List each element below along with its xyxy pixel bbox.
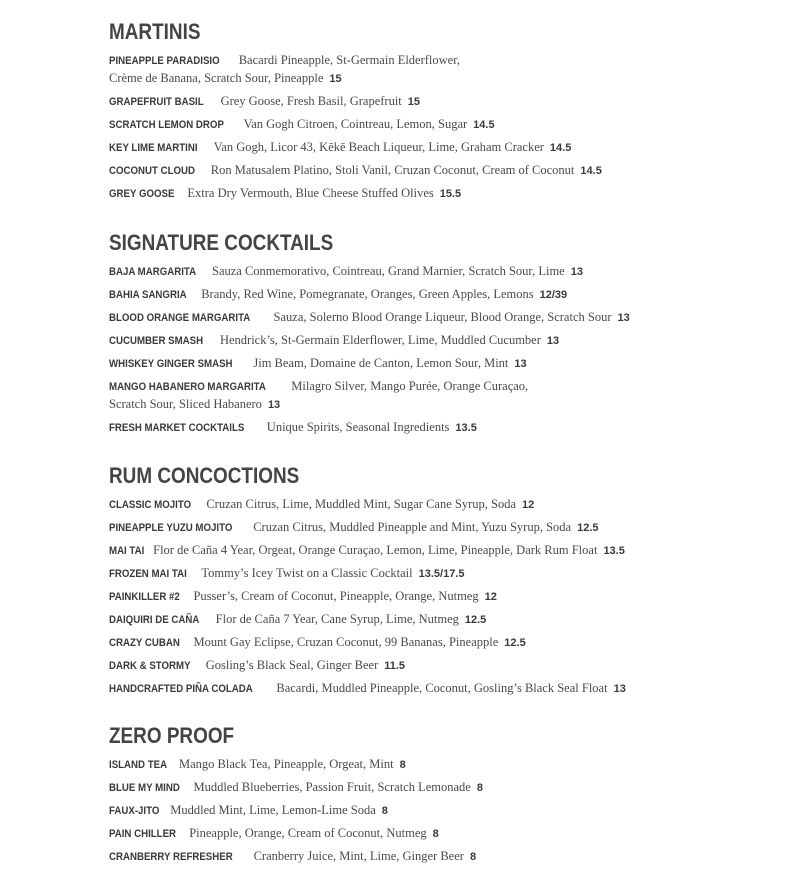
item-price: 15	[329, 73, 342, 85]
item-description-continued: Scratch Sour, Sliced Habanero	[109, 397, 262, 411]
item-name: DAIQUIRI DE CAÑA	[109, 614, 200, 626]
menu-item	[109, 848, 789, 866]
item-name: BAJA MARGARITA	[109, 266, 197, 278]
menu-item	[109, 52, 789, 88]
menu-item	[109, 93, 789, 111]
item-description-continued: Crème de Banana, Scratch Sour, Pineapple	[109, 71, 324, 85]
item-description: Mount Gay Eclipse, Cruzan Coconut, 99 Bananas, Pineapple	[193, 635, 499, 649]
item-description: Unique Spirits, Seasonal Ingredients	[266, 420, 450, 434]
section-items	[109, 756, 789, 866]
item-description: Van Gogh Citroen, Cointreau, Lemon, Sugar	[243, 117, 468, 131]
menu-item	[109, 496, 789, 514]
item-description: Flor de Caña 7 Year, Cane Syrup, Lime, Nutmeg	[215, 612, 459, 626]
item-name: GREY GOOSE	[109, 188, 175, 200]
item-price: 14.5	[580, 165, 602, 177]
item-name: ISLAND TEA	[109, 759, 168, 771]
item-description: Pineapple, Orange, Cream of Coconut, Nutmeg	[189, 826, 427, 840]
item-price: 13	[514, 358, 527, 370]
section-signature-cocktails	[109, 229, 789, 442]
item-description: Ron Matusalem Platino, Stoli Vanil, Cruzan Coconut, Cream of Coconut	[210, 163, 575, 177]
item-name: BLUE MY MIND	[109, 782, 180, 794]
item-name: KEY LIME MARTINI	[109, 142, 198, 154]
item-price: 13	[546, 335, 560, 347]
item-description: Jim Beam, Domaine de Canton, Lemon Sour, Mint	[253, 356, 509, 370]
item-price: 8	[469, 851, 477, 863]
menu-item	[109, 185, 789, 203]
item-description: Hendrick’s, St-Germain Elderflower, Lime, Muddled Cucumber	[219, 333, 541, 347]
item-description: Cruzan Citrus, Lime, Muddled Mint, Sugar Cane Syrup, Soda	[206, 497, 517, 511]
item-name: FAUX-JITO	[109, 805, 160, 817]
section-title: RUM CONCOCTIONS	[109, 463, 300, 488]
item-name: WHISKEY GINGER SMASH	[109, 358, 233, 370]
item-name: FROZEN MAI TAI	[109, 568, 187, 580]
item-name: PAIN CHILLER	[109, 828, 177, 840]
section-martinis	[109, 18, 789, 208]
item-price: 13	[267, 399, 281, 411]
item-description: Gosling’s Black Seal, Ginger Beer	[205, 658, 379, 672]
item-description: Bacardi Pineapple, St-Germain Elderflower,	[238, 53, 461, 67]
item-name: BLOOD ORANGE MARGARITA	[109, 312, 251, 324]
item-price: 14.5	[549, 142, 572, 154]
item-name: DARK & STORMY	[109, 660, 191, 672]
item-name: PINEAPPLE YUZU MOJITO	[109, 522, 233, 534]
menu-item	[109, 116, 789, 134]
menu-item	[109, 378, 789, 414]
menu-item	[109, 519, 789, 537]
item-description: Sauza, Solerno Blood Orange Liqueur, Blood Orange, Scratch Sour	[273, 310, 612, 324]
section-items	[109, 52, 789, 203]
item-description: Muddled Mint, Lime, Lemon-Lime Soda	[170, 803, 376, 817]
item-price: 12.5	[464, 614, 487, 626]
menu-item	[109, 309, 789, 327]
section-title: SIGNATURE COCKTAILS	[109, 230, 334, 255]
menu-item	[109, 634, 789, 652]
item-price: 12.5	[504, 637, 526, 649]
item-name: MANGO HABANERO MARGARITA	[109, 381, 266, 393]
section-items	[109, 263, 789, 437]
item-price: 13	[617, 312, 630, 324]
menu-item	[109, 565, 789, 583]
item-name: COCONUT CLOUD	[109, 165, 196, 177]
item-price: 13.5	[455, 422, 477, 434]
item-name: CRAZY CUBAN	[109, 637, 180, 649]
item-name: BAHIA SANGRIA	[109, 289, 187, 301]
item-price: 8	[399, 759, 406, 771]
menu-item	[109, 162, 789, 180]
item-description: Cranberry Juice, Mint, Lime, Ginger Beer	[253, 849, 464, 863]
item-description: Grey Goose, Fresh Basil, Grapefruit	[220, 94, 402, 108]
item-description: Cruzan Citrus, Muddled Pineapple and Mint, Yuzu Syrup, Soda	[253, 520, 572, 534]
item-price: 14.5	[473, 119, 495, 131]
item-price: 12	[484, 591, 497, 603]
section-title: ZERO PROOF	[109, 723, 235, 748]
item-description: Milagro Silver, Mango Purée, Orange Curaçao,	[291, 379, 529, 393]
item-price: 12	[522, 499, 535, 511]
item-description: Pusser’s, Cream of Coconut, Pineapple, Orange, Nutmeg	[193, 589, 479, 603]
menu-item	[109, 588, 789, 606]
item-price: 13.5/17.5	[418, 568, 465, 580]
item-name: PINEAPPLE PARADISIO	[109, 55, 220, 67]
item-price: 8	[432, 828, 439, 840]
item-description: Mango Black Tea, Pineapple, Orgeat, Mint	[179, 757, 394, 771]
item-price: 11.5	[384, 660, 406, 672]
section-title: MARTINIS	[109, 19, 201, 44]
menu-item	[109, 286, 789, 304]
menu-item	[109, 263, 789, 281]
item-name: PAINKILLER #2	[109, 591, 180, 603]
item-price: 15	[407, 96, 421, 108]
menu-item	[109, 355, 789, 373]
item-price: 12/39	[539, 289, 568, 301]
item-price: 15.5	[439, 188, 462, 200]
item-name: HANDCRAFTED PIÑA COLADA	[109, 683, 253, 695]
menu-item	[109, 825, 789, 843]
menu-item	[109, 332, 789, 350]
item-price: 13.5	[603, 545, 625, 557]
menu-item	[109, 139, 789, 157]
menu-item	[109, 542, 789, 560]
item-name: CLASSIC MOJITO	[109, 499, 192, 511]
item-price: 8	[476, 782, 483, 794]
menu-item	[109, 657, 789, 675]
menu-item	[109, 611, 789, 629]
item-description: Van Gogh, Licor 43, Kēkē Beach Liqueur, Lime, Graham Cracker	[213, 140, 544, 154]
menu-item	[109, 779, 789, 797]
menu-item	[109, 680, 789, 698]
item-description: Tommy’s Icey Twist on a Classic Cocktail	[201, 566, 413, 580]
item-name: FRESH MARKET COCKTAILS	[109, 422, 245, 434]
menu-item	[109, 419, 789, 437]
menu-item	[109, 756, 789, 774]
item-description: Muddled Blueberries, Passion Fruit, Scratch Lemonade	[193, 780, 471, 794]
section-zero-proof	[109, 722, 789, 871]
item-price: 13	[613, 683, 626, 695]
item-description: Sauza Conmemorativo, Cointreau, Grand Marnier, Scratch Sour, Lime	[212, 264, 565, 278]
menu-item	[109, 802, 789, 820]
item-name: SCRATCH LEMON DROP	[109, 119, 224, 131]
item-price: 13	[570, 266, 583, 278]
section-rum-concoctions	[109, 462, 789, 703]
item-name: GRAPEFRUIT BASIL	[109, 96, 204, 108]
item-description: Extra Dry Vermouth, Blue Cheese Stuffed Olives	[187, 186, 434, 200]
item-name: MAI TAI	[109, 545, 145, 557]
item-description: Brandy, Red Wine, Pomegranate, Oranges, Green Apples, Lemons	[201, 287, 534, 301]
item-name: CRANBERRY REFRESHER	[109, 851, 233, 863]
item-price: 12.5	[577, 522, 599, 534]
item-description: Bacardi, Muddled Pineapple, Coconut, Gosling’s Black Seal Float	[276, 681, 608, 695]
item-name: CUCUMBER SMASH	[109, 335, 204, 347]
item-description: Flor de Caña 4 Year, Orgeat, Orange Curaçao, Lemon, Lime, Pineapple, Dark Rum Float	[153, 543, 598, 557]
item-price: 8	[381, 805, 388, 817]
section-items	[109, 496, 789, 698]
